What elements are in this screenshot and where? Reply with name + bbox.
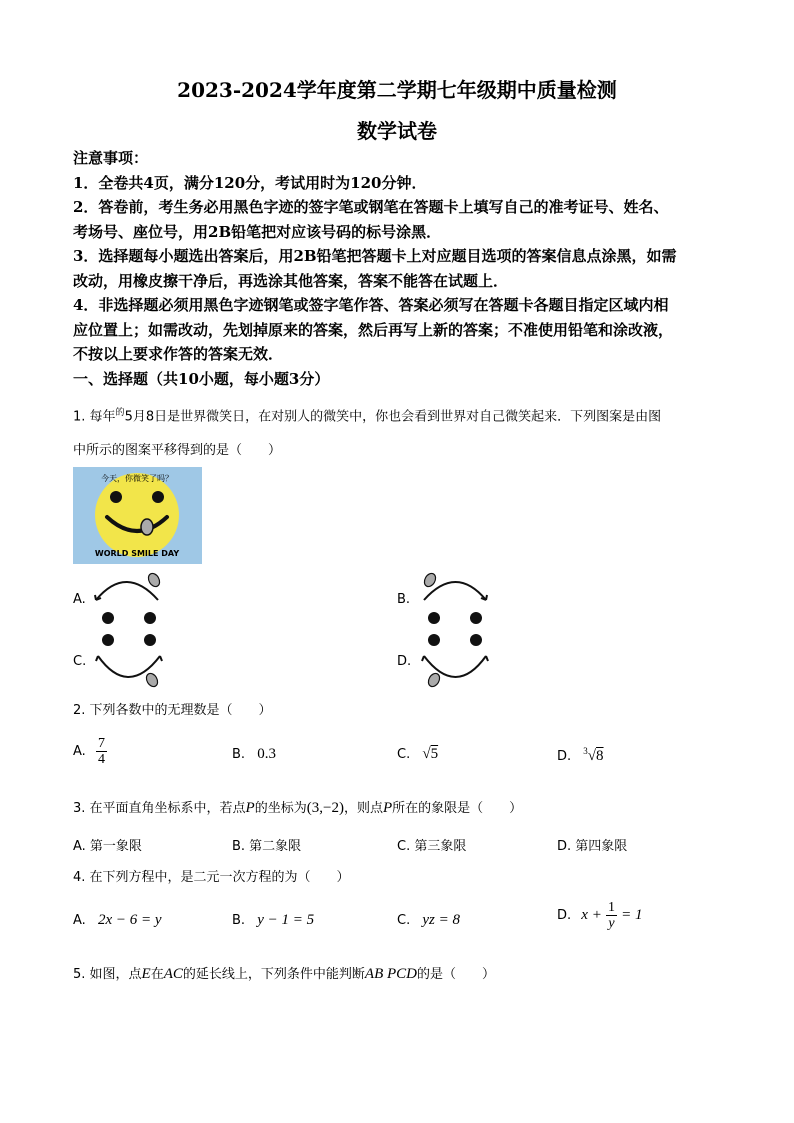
- sqrt-symbol: √5: [422, 746, 439, 762]
- q4-option-a: A. 2x − 6 = y: [73, 912, 162, 928]
- q4-stem: 4. 在下列方程中，是二元一次方程的为（ ）: [73, 870, 350, 885]
- exam-title: 2023-2024学年度第二学期七年级期中质量检测: [177, 78, 617, 102]
- q4-option-b: B. y − 1 = 5: [232, 912, 315, 928]
- note-line: 考场号、座位号，用2B铅笔把对应该号码的标号涂黑．: [73, 222, 442, 241]
- q1-stem-line1: 1. 每年$^的$5月8日是世界微笑日，在对别人的微笑中，你也会看到世界对自己微笑起来．下列图案是由图: [73, 408, 662, 425]
- note-line: 改动，用橡皮擦干净后，再选涂其他答案，答案不能答在试题上．: [73, 271, 509, 290]
- cube-root-symbol: $^3$√8: [583, 746, 604, 764]
- note-line: 应位置上；如需改动，先划掉原来的答案，然后再写上新的答案；不准使用铅笔和涂改液，: [73, 320, 674, 339]
- q1-option-a-label: A.: [73, 592, 86, 607]
- q3-option-b: B. 第二象限: [232, 839, 302, 854]
- q1-figure-d: [414, 626, 494, 690]
- q2-option-c: C. √5: [397, 746, 439, 762]
- q2-option-d: D. $^3$√8: [557, 746, 604, 764]
- q1-figure-b: [414, 570, 494, 626]
- note-line: 1．全卷共4页，满分120分，考试用时为120分钟．: [73, 173, 427, 192]
- note-line: 4．非选择题必须用黑色字迹钢笔或签字笔作答、答案必须写在答题卡各题目指定区域内相: [73, 296, 669, 314]
- image-caption-bottom: WORLD SMILE DAY: [94, 549, 180, 558]
- fraction: $\frac{7}{4}$: [97, 736, 105, 767]
- world-smile-day-image: [73, 467, 202, 564]
- q1-figure-a: [90, 570, 170, 626]
- fraction: $\frac{1}{y}$: [607, 900, 615, 931]
- q3-option-c: C. 第三象限: [397, 839, 467, 854]
- exam-subtitle: 数学试卷: [357, 119, 437, 143]
- note-line: 2．答卷前，考生务必用黑色字迹的签字笔或钢笔在答题卡上填写自己的准考证号、姓名、: [73, 198, 669, 216]
- q1-option-c-label: C.: [73, 654, 87, 669]
- q4-option-d: D. x + $\frac{1}{y}$ = 1: [557, 900, 643, 931]
- image-caption-top: 今天，你微笑了吗？: [101, 474, 173, 483]
- q4-option-c: C. yz = 8: [397, 912, 460, 928]
- q3-stem: 3. 在平面直角坐标系中，若点P的坐标为(3,−2)，则点P所在的象限是（ ）: [73, 800, 523, 816]
- notes-block: [73, 146, 677, 391]
- q1-option-d-label: D.: [397, 654, 412, 669]
- q2-stem: 2. 下列各数中的无理数是（ ）: [73, 703, 272, 718]
- q1-stem-line2: 中所示的图案平移得到的是（ ）: [73, 443, 282, 458]
- section-heading: 一、选择题（共10小题，每小题3分）: [73, 369, 330, 388]
- note-line: 3．选择题每小题选出答案后，用2B铅笔把答题卡上对应题目选项的答案信息点涂黑，如需: [73, 247, 677, 265]
- q1-figure-c: [90, 626, 170, 690]
- q2-option-a: A. $\frac{7}{4}$: [73, 736, 105, 767]
- smiley-picture: [73, 467, 202, 564]
- q2-option-b: B. 0.3: [232, 746, 276, 762]
- q1-option-b-label: B.: [397, 592, 411, 607]
- q5-stem: 5. 如图，点E在AC的延长线上，下列条件中能判断AB PCD的是（ ）: [73, 966, 496, 982]
- q3-option-a: A. 第一象限: [73, 839, 142, 854]
- note-line: 不按以上要求作答的答案无效．: [73, 345, 284, 363]
- notes-heading: 注意事项：: [73, 149, 149, 167]
- q3-option-d: D. 第四象限: [557, 839, 628, 854]
